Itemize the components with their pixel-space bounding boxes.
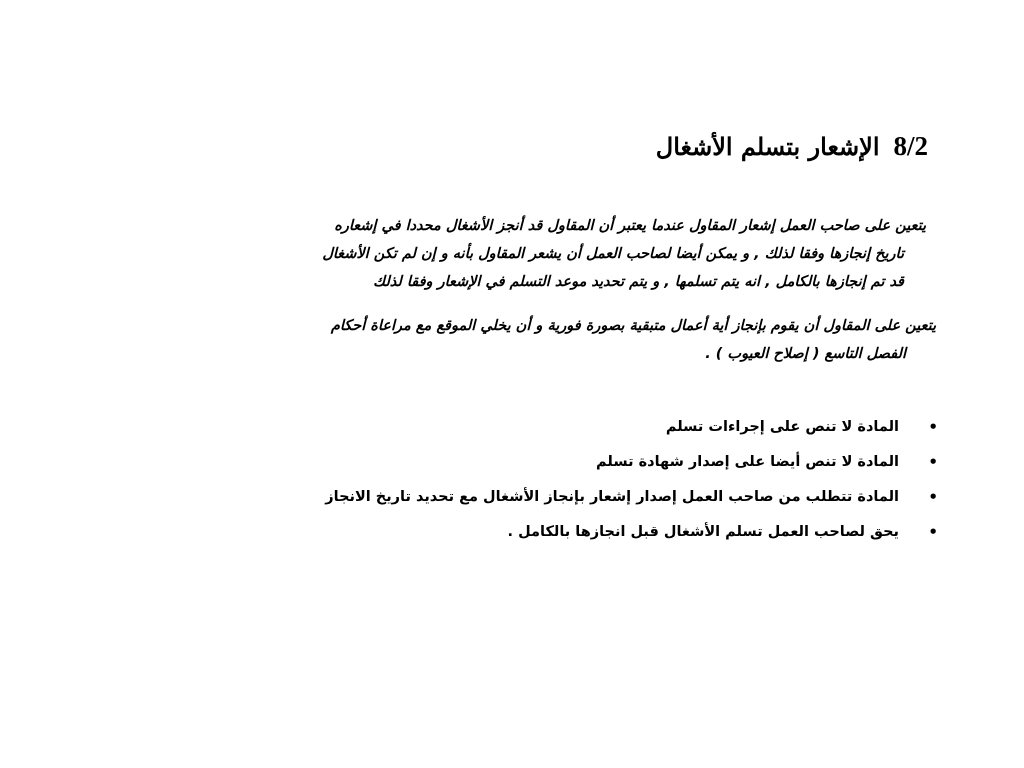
bullet-text: المادة لا تنص على إجراءات تسلم <box>665 419 899 435</box>
bullet-list <box>84 410 944 550</box>
bullet-dot-icon: • <box>928 488 938 506</box>
bullet-dot-icon: • <box>928 418 938 436</box>
bullet-item <box>84 445 944 480</box>
paragraph-2-line-2: الفصل التاسع ( إصلاح العيوب ) . <box>705 346 906 362</box>
bullet-dot-icon: • <box>928 453 938 471</box>
paragraph-2 <box>88 312 936 368</box>
bullet-text: يحق لصاحب العمل تسلم الأشغال قبل انجازها بالكامل . <box>507 524 899 540</box>
paragraph-1-line-1: يتعين على صاحب العمل إشعار المقاول عندما يعتبر أن المقاول قد أنجز الأشغال محددا في إشعاره <box>334 218 926 234</box>
paragraph-1-line-3: قد تم إنجازها بالكامل , انه يتم تسلمها , و يتم تحديد موعد التسلم في الإشعار وفقا لذلك <box>373 274 904 290</box>
paragraph-2-line-1: يتعين على المقاول أن يقوم بإنجاز أية أعمال متبقية بصورة فورية و أن يخلي الموقع مع مراعاة أحكام <box>330 318 936 334</box>
bullet-text: المادة لا تنص أيضا على إصدار شهادة تسلم <box>596 454 899 470</box>
paragraph-1-line-2: تاريخ إنجازها وفقا لذلك , و يمكن أيضا لصاحب العمل أن يشعر المقاول بأنه و إن لم تكن الأشغال <box>322 246 904 262</box>
slide-title <box>228 124 928 169</box>
bullet-item <box>84 515 944 550</box>
bullet-dot-icon: • <box>928 523 938 541</box>
bullet-item <box>84 480 944 515</box>
section-number: 8/2 <box>893 131 928 161</box>
bullet-item <box>84 410 944 445</box>
bullet-text: المادة تتطلب من صاحب العمل إصدار إشعار بإنجاز الأشغال مع تحديد تاريخ الانجاز <box>325 489 899 505</box>
title-text: الإشعار بتسلم الأشغال <box>655 132 880 161</box>
paragraph-1 <box>90 212 926 296</box>
